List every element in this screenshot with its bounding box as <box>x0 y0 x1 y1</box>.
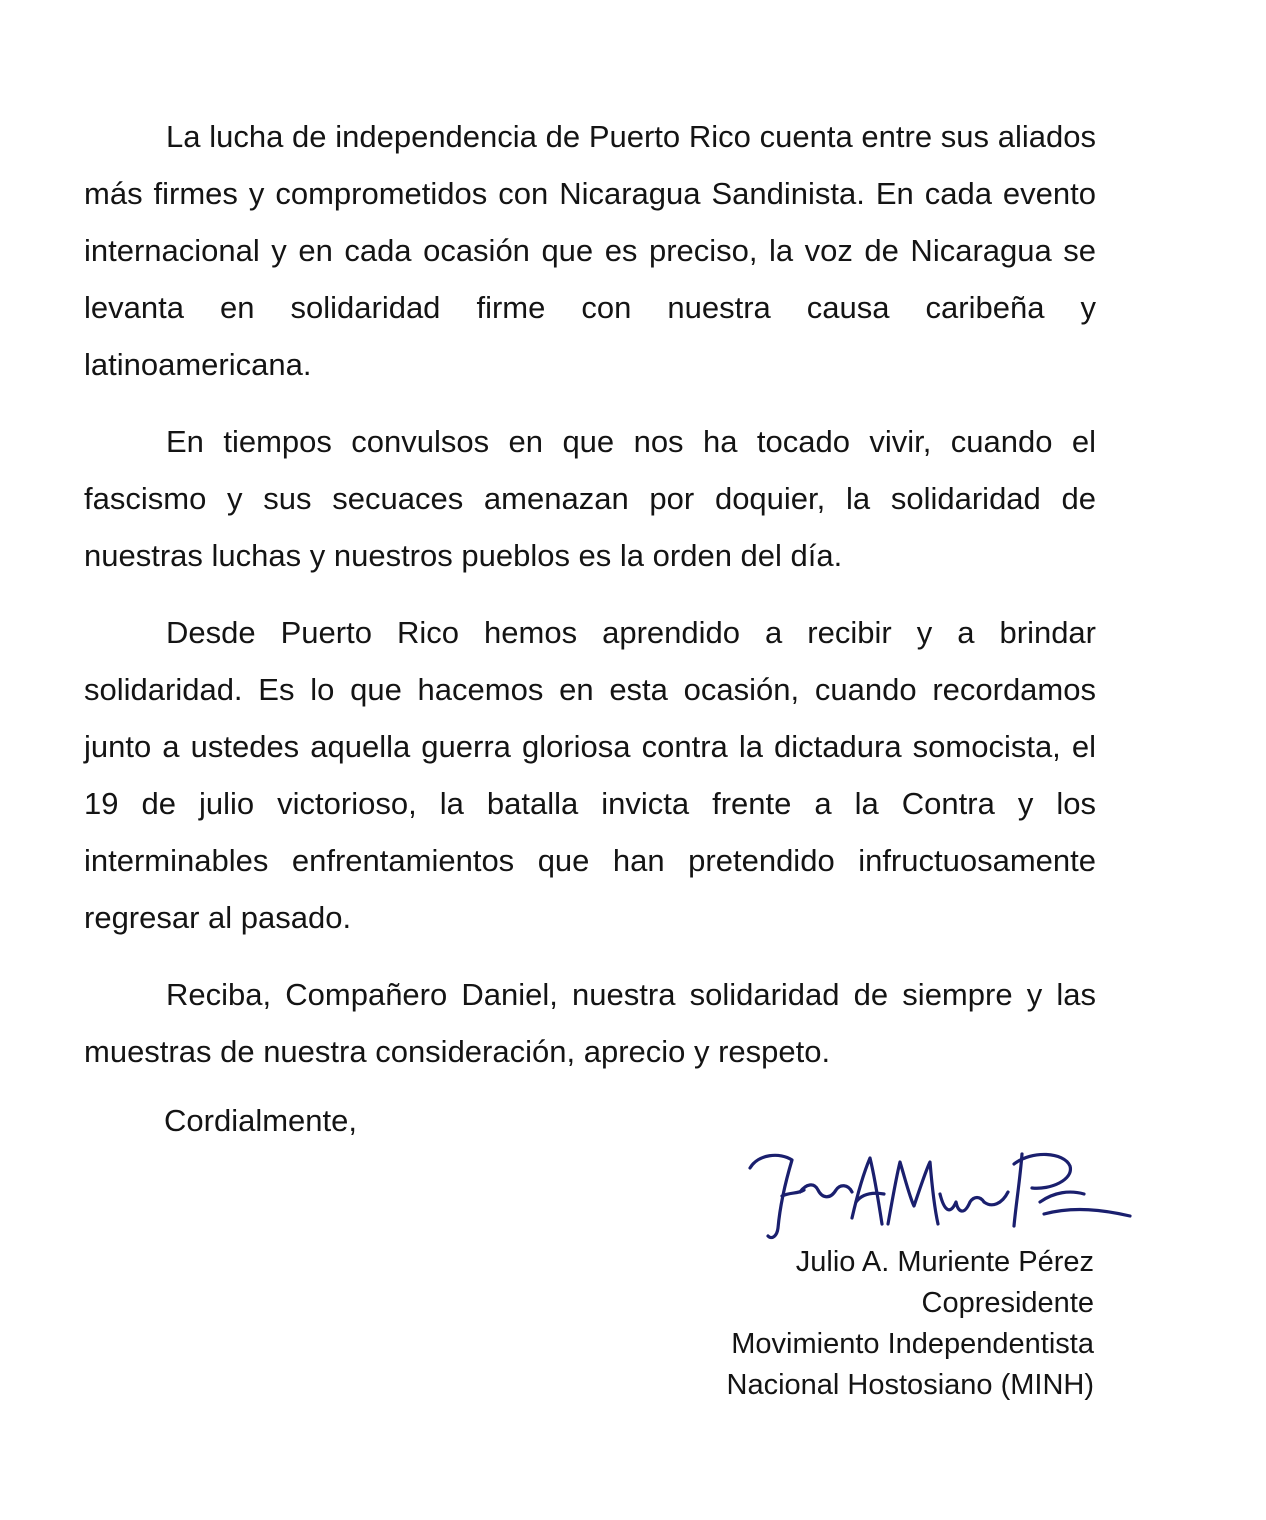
signatory-title: Copresidente <box>921 1287 1094 1319</box>
handwritten-signature <box>744 1132 1136 1252</box>
signature-block <box>727 1242 1094 1406</box>
paragraph-1: La lucha de independencia de Puerto Rico cuenta entre sus aliados más firmes y comprometidos con Nicaragua Sandinista. En cada evento internacional y en cada ocasión que es preciso, la voz de Nicaragua se levanta en solidaridad firme con nuestra causa caribeña y latinoamericana. <box>84 119 1096 382</box>
paragraph-4: Reciba, Compañero Daniel, nuestra solidaridad de siempre y las muestras de nuestra consideración, aprecio y respeto. <box>84 977 1096 1069</box>
signatory-name: Julio A. Muriente Pérez <box>795 1246 1094 1278</box>
paragraph-2: En tiempos convulsos en que nos ha tocado vivir, cuando el fascismo y sus secuaces amenazan por doquier, la solidaridad de nuestras luchas y nuestros pueblos es la orden del día. <box>84 424 1096 573</box>
signatory-org-line-1: Movimiento Independentista <box>731 1328 1094 1360</box>
letter-body <box>84 108 1096 1100</box>
paragraph-3: Desde Puerto Rico hemos aprendido a recibir y a brindar solidaridad. Es lo que hacemos en esta ocasión, cuando recordamos junto a ustedes aquella guerra gloriosa contra la dictadura somocista, el 19 de julio victorioso, la batalla invicta frente a la Contra y los interminables enfrentamientos que han pretendido infructuosamente regresar al pasado. <box>84 615 1096 935</box>
signatory-org-line-2: Nacional Hostosiano (MINH) <box>726 1369 1094 1401</box>
closing-salutation: Cordialmente, <box>164 1103 357 1138</box>
